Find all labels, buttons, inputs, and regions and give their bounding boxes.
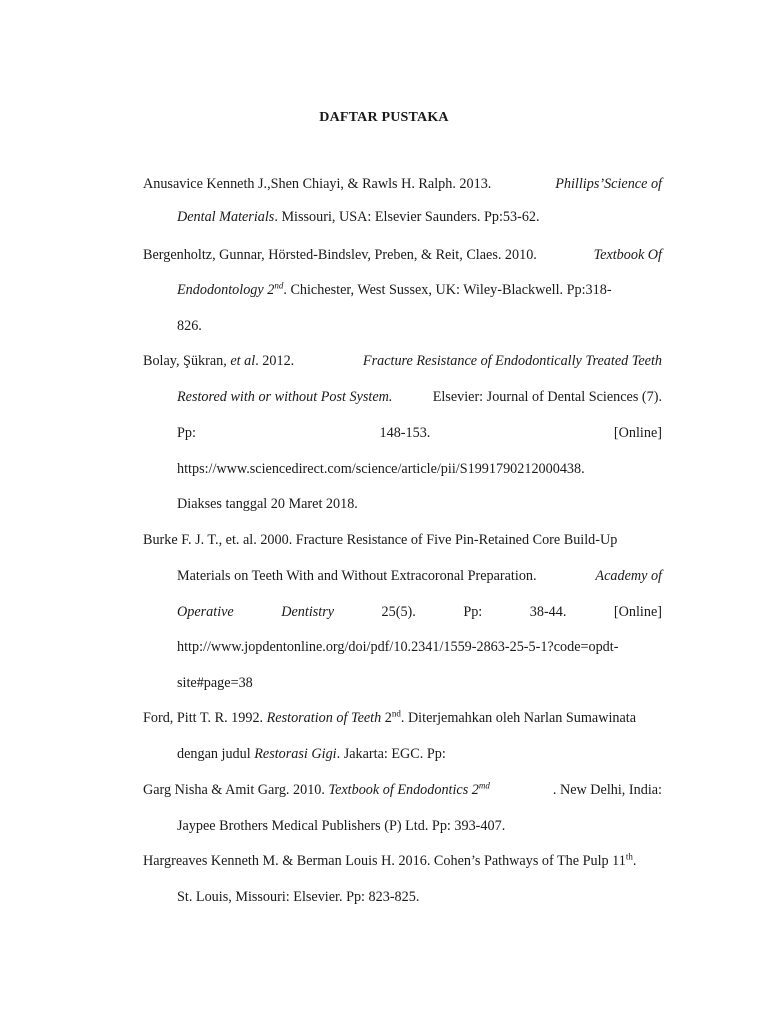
reference-3-year: . 2012. (255, 353, 295, 369)
reference-5-edition-sup: nd (391, 708, 401, 719)
reference-1-book-title-cont: Dental Materials (177, 209, 275, 225)
reference-4-pages: 38-44. (529, 604, 567, 620)
reference-3-line-1 (143, 352, 662, 370)
page-title: DAFTAR PUSTAKA (319, 110, 449, 125)
reference-3-etal: et al (230, 353, 256, 369)
reference-4-line-2 (177, 567, 662, 585)
reference-3-article-title: Fracture Resistance of Endodontically Treated Teeth (362, 353, 662, 369)
reference-6-book-title: Textbook of Endodontics 2 (328, 782, 479, 798)
reference-2-publisher: . Chichester, West Sussex, UK: Wiley-Blackwell. Pp:318- (283, 282, 612, 298)
reference-4-journal-a: Operative (177, 604, 234, 620)
reference-5-publisher: . Jakarta: EGC. Pp: (336, 746, 446, 762)
reference-1-authors: Anusavice Kenneth J.,Shen Chiayi, & Rawls H. Ralph. 2013. (143, 176, 492, 192)
reference-2-book-title: Textbook Of (593, 247, 662, 263)
reference-7-line-2 (177, 888, 662, 906)
reference-6-line-1 (143, 781, 662, 799)
reference-6-publisher-place: . New Delhi, India: (552, 782, 662, 798)
reference-3-line-5 (177, 495, 662, 513)
reference-6-publisher: Jaypee Brothers Medical Publishers (P) Ltd. Pp: 393-407. (177, 818, 506, 834)
reference-3-pages: 148-153. (379, 425, 431, 441)
reference-3-pp-label: Pp: (177, 425, 196, 441)
reference-4-pp-label: Pp: (463, 604, 483, 620)
reference-2-edition-sup: nd (274, 280, 284, 291)
reference-3-url[interactable]: https://www.sciencedirect.com/science/article/pii/S1991790212000438. (177, 461, 585, 477)
reference-4-line-5 (177, 674, 662, 692)
reference-2-book-title-cont: Endodontology 2 (177, 282, 275, 298)
reference-4-title-cont: Materials on Teeth With and Without Extracoronal Preparation. (177, 568, 537, 584)
reference-4-url-cont[interactable]: site#page=38 (177, 675, 253, 691)
reference-4-journal: Academy of (595, 568, 662, 584)
reference-3-article-title-cont: Restored with or without Post System. (177, 389, 393, 405)
reference-4-journal-b: Dentistry (281, 604, 335, 620)
reference-3-authors: Bolay, Şükran, (143, 353, 227, 369)
reference-7-line-1 (143, 852, 662, 870)
reference-3-online: [Online] (613, 425, 662, 441)
reference-6-authors: Garg Nisha & Amit Garg. 2010. (143, 782, 325, 798)
reference-1-line-2 (177, 208, 662, 226)
reference-6-line-2 (177, 817, 662, 835)
reference-5-book-title: Restoration of Teeth (266, 710, 382, 726)
reference-3-line-3 (177, 424, 662, 442)
reference-5-translated-title: Restorasi Gigi (254, 746, 337, 762)
reference-7-end: . (632, 853, 637, 869)
reference-7-authors-title: Hargreaves Kenneth M. & Berman Louis H. 2016. Cohen’s Pathways of The Pulp 11 (143, 853, 626, 869)
reference-4-line-1 (143, 531, 662, 549)
reference-4-line-4 (177, 638, 662, 656)
reference-5-authors: Ford, Pitt T. R. 1992. (143, 710, 264, 726)
reference-5-line-1 (143, 709, 662, 727)
reference-4-authors-title: Burke F. J. T., et. al. 2000. Fracture Resistance of Five Pin-Retained Core Build-Up (143, 532, 618, 548)
reference-7-publisher: St. Louis, Missouri: Elsevier. Pp: 823-825. (177, 889, 420, 905)
reference-3-accessed: Diakses tanggal 20 Maret 2018. (177, 496, 358, 512)
reference-5-line-2-pre: dengan judul (177, 746, 251, 762)
reference-2-pages-cont: 826. (177, 318, 202, 334)
reference-2-authors: Bergenholtz, Gunnar, Hörsted-Bindslev, Preben, & Reit, Claes. 2010. (143, 247, 537, 263)
reference-2-line-1 (143, 246, 662, 264)
reference-1-publisher: . Missouri, USA: Elsevier Saunders. Pp:53-62. (274, 209, 540, 225)
reference-7-edition-sup: th (625, 851, 633, 862)
reference-1-book-title: Phillips’Science of (555, 176, 662, 192)
reference-5-translator: . Diterjemahkan oleh Narlan Sumawinata (400, 710, 637, 726)
reference-5-edition: 2 (381, 710, 392, 726)
reference-5-line-2 (177, 745, 662, 763)
reference-3-line-2 (177, 388, 662, 406)
reference-3-line-4 (177, 460, 662, 478)
reference-2-line-2 (177, 281, 662, 299)
reference-1-line-1 (143, 175, 662, 193)
reference-4-online: [Online] (613, 604, 662, 620)
reference-2-line-3 (177, 317, 662, 335)
reference-4-url[interactable]: http://www.jopdentonline.org/doi/pdf/10.2341/1559-2863-25-5-1?code=opdt- (177, 639, 619, 655)
reference-3-journal: Elsevier: Journal of Dental Sciences (7). (432, 389, 662, 405)
reference-6-edition-sup: md (478, 780, 490, 791)
reference-4-line-3 (177, 603, 662, 621)
reference-4-volume: 25(5). (381, 604, 416, 620)
